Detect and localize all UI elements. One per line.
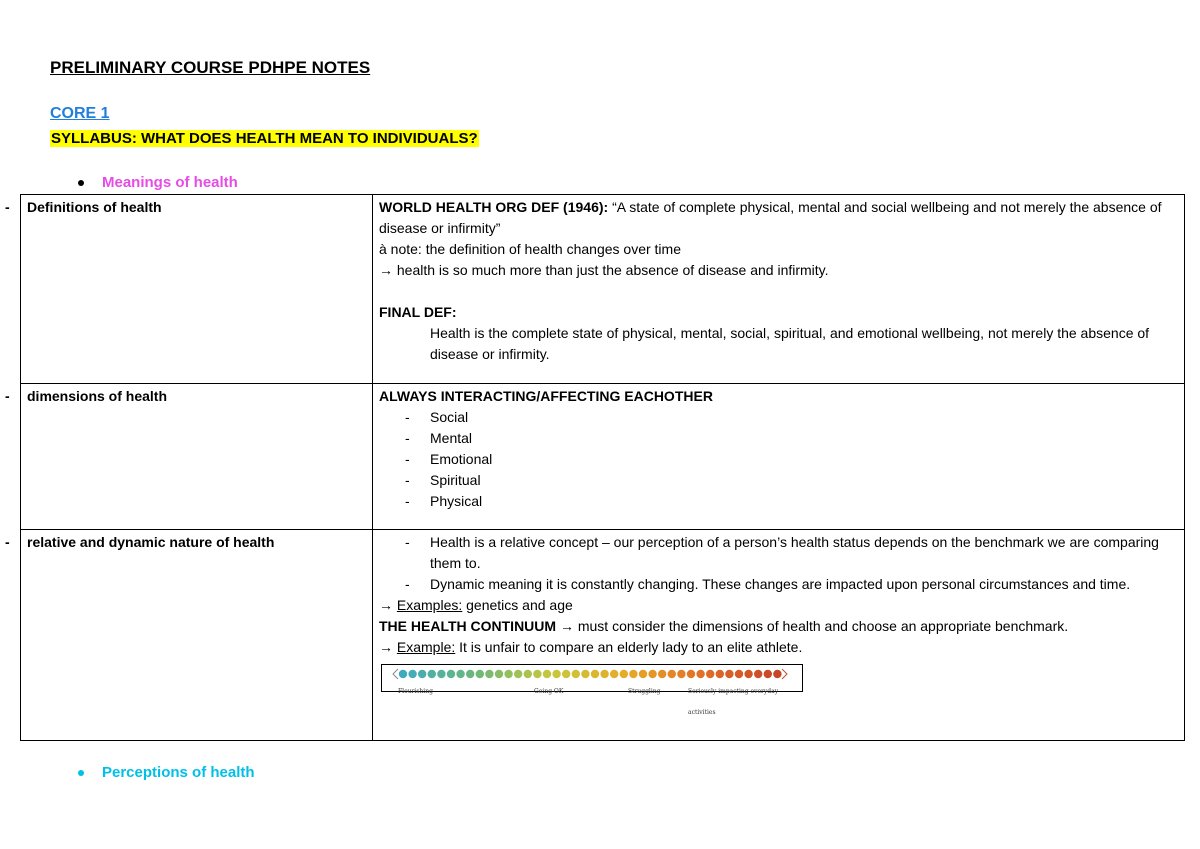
- continuum-dot: [581, 670, 589, 678]
- bullet-perceptions-of-health: [78, 764, 255, 781]
- example-text: It is unfair to compare an elderly lady to an elite athlete.: [455, 639, 803, 655]
- row-label-cell: - relative and dynamic nature of health: [21, 530, 373, 741]
- continuum-dot: [485, 670, 493, 678]
- bullet-label: Meanings of health: [102, 174, 238, 191]
- continuum-dot: [744, 670, 752, 678]
- row-label: Definitions of health: [27, 199, 162, 215]
- list-item: - Dynamic meaning it is constantly changing. These changes are impacted upon personal circumstances and time.: [430, 574, 1178, 595]
- table-row: [21, 195, 1185, 384]
- continuum-dot: [668, 670, 676, 678]
- continuum-dot: [610, 670, 618, 678]
- continuum-text: must consider the dimensions of health and choose an appropriate benchmark.: [573, 618, 1069, 634]
- continuum-dot: [639, 670, 647, 678]
- arrow-icon: →: [379, 597, 393, 613]
- continuum-dot: [629, 670, 637, 678]
- continuum-dot: [504, 670, 512, 678]
- continuum-dot: [437, 670, 445, 678]
- list-item: - Social: [430, 407, 1178, 428]
- chevron-right-icon: [782, 669, 787, 679]
- continuum-dot: [696, 670, 704, 678]
- continuum-dot: [543, 670, 551, 678]
- continuum-dot: [552, 670, 560, 678]
- arrow-icon: →: [379, 262, 393, 278]
- continuum-dot: [754, 670, 762, 678]
- table-row: [21, 530, 1185, 741]
- relative-dynamic-list: [379, 532, 1178, 595]
- continuum-dot: [591, 670, 599, 678]
- continuum-dot: [562, 670, 570, 678]
- table-row: [21, 384, 1185, 530]
- continuum-dot: [687, 670, 695, 678]
- continuum-dot: [466, 670, 474, 678]
- who-definition-text: “A state of complete physical, mental and social wellbeing and not merely the absence of disease or infirmity”: [379, 199, 1162, 236]
- list-item: - Mental: [430, 428, 1178, 449]
- bullet-icon: [78, 770, 84, 776]
- row-content-cell: [373, 530, 1185, 741]
- continuum-dot: [600, 670, 608, 678]
- dimensions-list: [379, 407, 1178, 512]
- continuum-dot: [735, 670, 743, 678]
- arrow-text: health is so much more than just the absence of disease and infirmity.: [393, 262, 829, 278]
- row-content-cell: [373, 384, 1185, 530]
- continuum-dot: [447, 670, 455, 678]
- continuum-dot: [524, 670, 532, 678]
- continuum-dot: [418, 670, 426, 678]
- row-content-cell: [373, 195, 1185, 384]
- continuum-dot: [764, 670, 772, 678]
- note-symbol: à: [379, 241, 387, 257]
- arrow-icon: →: [379, 639, 393, 655]
- bullet-label: Perceptions of health: [102, 764, 255, 781]
- list-item: - Emotional: [430, 449, 1178, 470]
- row-label-cell: - Definitions of health: [21, 195, 373, 384]
- list-item: - Spiritual: [430, 470, 1178, 491]
- continuum-scale-label: Struggling: [628, 688, 661, 695]
- bullet-icon: [78, 180, 84, 186]
- continuum-dot: [620, 670, 628, 678]
- who-definition-label: WORLD HEALTH ORG DEF (1946):: [379, 199, 609, 215]
- examples-label: Examples:: [396, 597, 463, 613]
- bullet-meanings-of-health: [78, 174, 238, 191]
- continuum-dot: [533, 670, 541, 678]
- continuum-dot: [658, 670, 666, 678]
- continuum-dot: [706, 670, 714, 678]
- examples-text: genetics and age: [462, 597, 573, 613]
- row-label-cell: - dimensions of health: [21, 384, 373, 530]
- continuum-dot: [725, 670, 733, 678]
- continuum-scale-label: Seriously impacting everyday activities: [688, 688, 779, 716]
- continuum-scale-label: Flourishing: [398, 688, 433, 695]
- arrow-icon: →: [559, 618, 574, 634]
- continuum-label: THE HEALTH CONTINUUM: [379, 618, 557, 634]
- continuum-dot: [428, 670, 436, 678]
- row-label: dimensions of health: [27, 388, 168, 404]
- continuum-dot: [408, 670, 416, 678]
- final-def-label: FINAL DEF:: [379, 304, 457, 320]
- continuum-dot: [648, 670, 656, 678]
- continuum-dot: [677, 670, 685, 678]
- continuum-dot: [399, 670, 407, 678]
- health-continuum-graphic: [381, 664, 803, 716]
- continuum-dot: [514, 670, 522, 678]
- core-heading: CORE 1: [50, 105, 110, 122]
- row-label: relative and dynamic nature of health: [27, 534, 275, 550]
- continuum-dot: [495, 670, 503, 678]
- document-title: PRELIMINARY COURSE PDHPE NOTES: [50, 58, 371, 77]
- continuum-dot: [456, 670, 464, 678]
- example-label: Example:: [396, 639, 456, 655]
- list-item: - Health is a relative concept – our perception of a person’s health status depends on the benchmark we are comparing them to.: [430, 532, 1178, 574]
- notes-table: [5, 194, 1185, 741]
- continuum-dot: [716, 670, 724, 678]
- final-def-text: Health is the complete state of physical, mental, social, spiritual, and emotional wellbeing, not merely the absence of disease or infirmity.: [430, 325, 1150, 362]
- list-item: - Physical: [430, 491, 1178, 512]
- continuum-dot: [572, 670, 580, 678]
- dimensions-heading: ALWAYS INTERACTING/AFFECTING EACHOTHER: [379, 388, 713, 404]
- continuum-dot: [476, 670, 484, 678]
- syllabus-heading: SYLLABUS: WHAT DOES HEALTH MEAN TO INDIVIDUALS?: [51, 130, 478, 147]
- note-text: note: the definition of health changes over time: [386, 241, 681, 257]
- continuum-dot: [773, 670, 781, 678]
- chevron-left-icon: [393, 669, 398, 679]
- continuum-scale-label: Going OK: [534, 688, 564, 695]
